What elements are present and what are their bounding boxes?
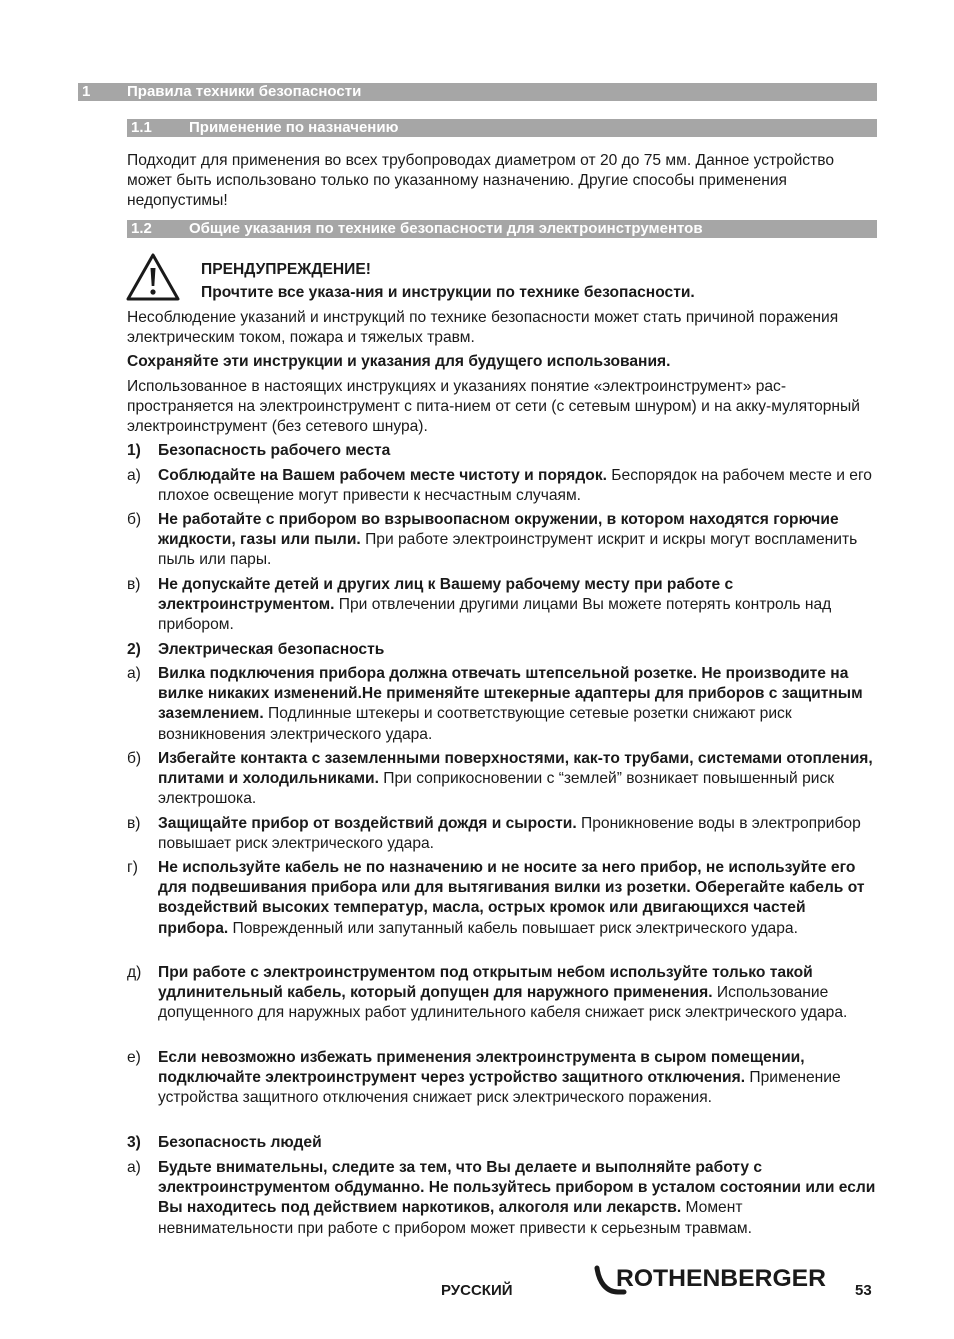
list-item-bold: Будьте внимательны, следите за тем, что Вы делаете и выполняйте работу с электроинструментом обдуманно. Не пользуйтесь прибором в усталом состоянии или если Вы находитесь под действием наркотиков, алкоголя или лекарств. xyxy=(158,1159,876,1217)
list-item-marker: а) xyxy=(127,1159,141,1176)
brand-logo xyxy=(594,1262,830,1296)
save-instructions-paragraph: Сохраняйте эти инструкции и указания для будущего использования. xyxy=(127,353,671,370)
list-item-bold: При работе с электроинструментом под открытым небом используйте только такой удлинительный кабель, который допущен для наружного применения. xyxy=(158,964,813,1002)
list-item-text xyxy=(158,814,878,854)
list-item-text xyxy=(158,858,878,939)
list-item-body: При работе электроинструмент искрит и искры могут воспламенить пыль или пары. xyxy=(158,531,858,569)
list-item-body: При соприкосновении с “землей” возникает повышенный риск электрошока. xyxy=(158,770,835,808)
list-item-bold: Вилка подключения прибора должна отвечать штепсельной розетке. Не производите на вилке никаких изменений.Не применяйте штекерные адаптеры для приборов с защитным заземлением. xyxy=(158,665,863,723)
list-item-text xyxy=(158,1048,878,1109)
list-item-bold: Избегайте контакта с заземленными поверхностями, как-то трубами, системами отопления, плитами и холодильниками. xyxy=(158,750,873,788)
group-1-marker: 1) xyxy=(127,442,141,459)
group-2-marker: 2) xyxy=(127,641,141,658)
section-1-1-title: Применение по назначению xyxy=(189,119,399,136)
intro-paragraph: Несоблюдение указаний и инструкций по технике безопасности может стать причиной поражения электрическим током, пожара и тяжелых травм. xyxy=(127,309,839,347)
intended-use-paragraph: Подходит для применения во всех трубопроводах диаметром от 20 до 75 мм. Данное устройство может быть использовано только по указанному назначению. Другие способы применения недопустимы! xyxy=(127,152,835,210)
footer-language: РУССКИЙ xyxy=(441,1282,513,1299)
list-item-body: Применение устройства защитного отключения снижает риск электрического поражения. xyxy=(158,1069,841,1107)
list-item-body: Подлинные штекеры и соответствующие сетевые розетки снижают риск возникновения электрического удара. xyxy=(158,705,792,743)
warning-triangle-icon xyxy=(125,252,181,302)
list-item-marker: б) xyxy=(127,750,142,767)
warning-subheading: Прочтите все указа-ния и инструкции по технике безопасности. xyxy=(201,284,695,301)
list-item-text xyxy=(158,575,878,636)
section-1-header xyxy=(78,83,877,101)
list-item-body: Проникновение воды в электроприбор повышает риск электрического удара. xyxy=(158,815,861,853)
list-item-text xyxy=(158,466,878,506)
list-item-marker: е) xyxy=(127,1049,141,1066)
list-item-marker: а) xyxy=(127,467,141,484)
group-3-marker: 3) xyxy=(127,1134,141,1151)
list-item-text xyxy=(158,664,878,745)
list-item-marker: в) xyxy=(127,576,141,593)
list-item-bold: Соблюдайте на Вашем рабочем месте чистоту и порядок. xyxy=(158,467,607,484)
list-item-text xyxy=(158,1158,878,1239)
list-item-bold: Защищайте прибор от воздействий дождя и сырости. xyxy=(158,815,577,832)
section-1-2-header xyxy=(127,220,877,238)
list-item-body: Момент невнимательности при работе с прибором может привести к серьезным травмам. xyxy=(158,1199,752,1237)
warning-heading: ПРЕНДУПРЕЖДЕНИЕ! xyxy=(201,261,371,278)
list-item-body: Использование допущенного для наружных работ удлинительного кабеля снижает риск электрического удара. xyxy=(158,984,848,1022)
group-2-title: Электрическая безопасность xyxy=(158,641,385,658)
list-item-marker: а) xyxy=(127,665,141,682)
page-number: 53 xyxy=(855,1282,872,1299)
list-item-marker: б) xyxy=(127,511,142,528)
section-1-1-header xyxy=(127,119,877,137)
section-1-number: 1 xyxy=(82,83,91,100)
group-3-title: Безопасность людей xyxy=(158,1134,322,1151)
list-item-bold: Не допускайте детей и других лиц к Вашему рабочему месту при работе с электроинструментом. xyxy=(158,576,734,614)
brand-logo-text: ROTHENBERGER xyxy=(616,1265,826,1292)
list-item-bold: Если невозможно избежать применения электроинструмента в сыром помещении, подключайте электроинструмент через устройство защитного отключения. xyxy=(158,1049,805,1087)
list-item-body: Поврежденный или запутанный кабель повышает риск электрического удара. xyxy=(228,919,798,937)
term-definition-paragraph: Использованное в настоящих инструкциях и указаниях понятие «электроинструмент» рас-пространяется на электроинструмент с пита-нием от сети (с сетевым шнуром) и на акку-муляторный электроинструмент (без сетевого шнура). xyxy=(127,378,860,436)
list-item-marker: д) xyxy=(127,964,142,981)
list-item-text xyxy=(158,749,878,810)
section-1-title: Правила техники безопасности xyxy=(127,83,362,100)
list-item-marker: в) xyxy=(127,815,141,832)
list-item-text xyxy=(158,963,878,1024)
list-item-marker: г) xyxy=(127,859,138,876)
section-1-1-number: 1.1 xyxy=(131,119,152,136)
list-item-body: Беспорядок на рабочем месте и его плохое освещение могут привести к несчастным случаям. xyxy=(158,467,872,505)
section-1-2-number: 1.2 xyxy=(131,220,152,237)
section-1-2-title: Общие указания по технике безопасности для электроинструментов xyxy=(189,220,703,237)
list-item-body: При отвлечении другими лицами Вы можете потерять контроль над прибором. xyxy=(158,596,832,634)
list-item-text xyxy=(158,510,878,571)
list-item-bold: Не работайте с прибором во взрывоопасном окружении, в котором находятся горючие жидкости, газы или пыли. xyxy=(158,511,839,549)
list-item-bold: Не используйте кабель не по назначению и не носите за него прибор, не используйте его для подвешивания прибора или для вытягивания вилки из розетки. Оберегайте кабель от воздействий высоких температур, масла, острых кромок или двигающихся частей прибора. xyxy=(158,859,865,937)
group-1-title: Безопасность рабочего места xyxy=(158,442,391,459)
